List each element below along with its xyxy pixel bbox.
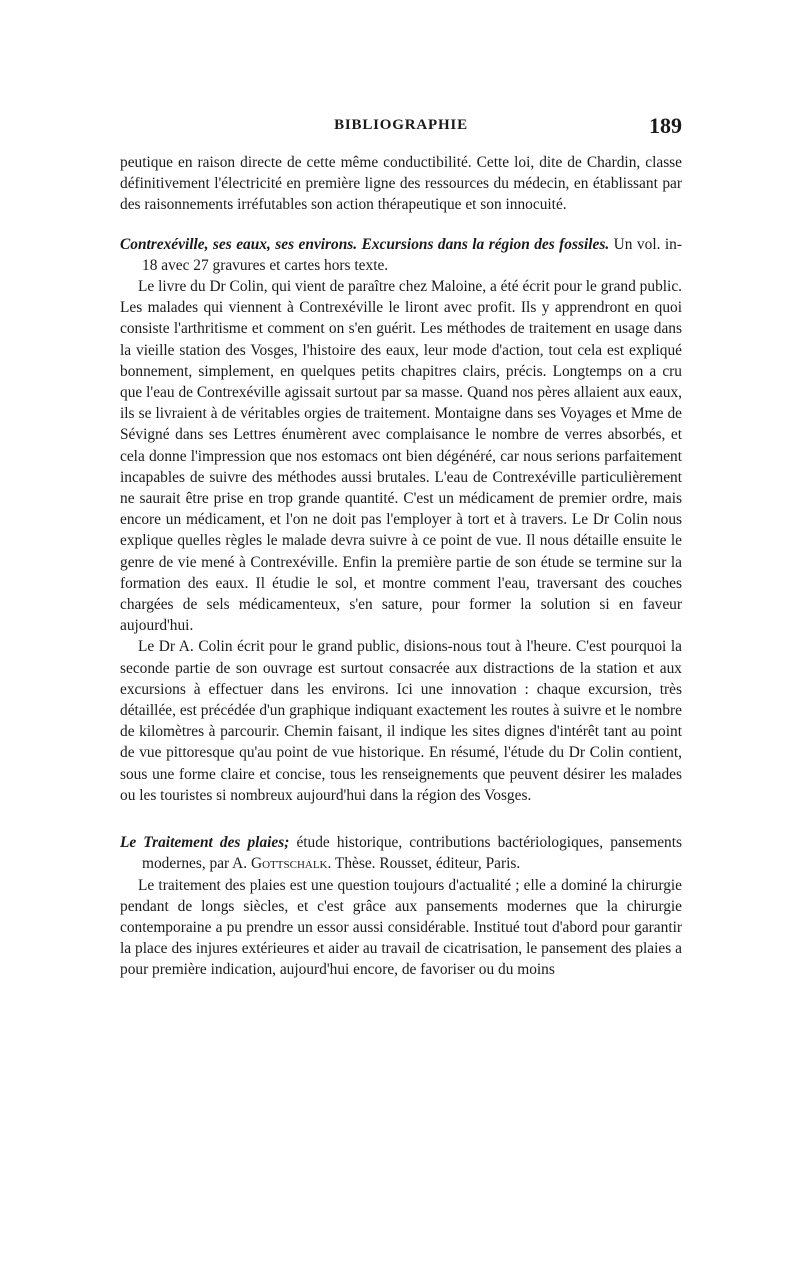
review-entry-contrexeville: [120, 234, 682, 276]
review-paragraph-2: Le Dr A. Colin écrit pour le grand public, disions-nous tout à l'heure. C'est pourquoi la seconde partie de son ouvrage est surtout consacrée aux distractions de la station et aux excursions à effectuer dans les environs. Ici une innovation : chaque excursion, très détaillée, est précédée d'un graphique indiquant exactement les routes à suivre et le nombre de kilomètres à parcourir. Chemin faisant, il indique les sites dignes d'intérêt tant au point de vue pittoresque qu'au point de vue historique. En résumé, l'étude du Dr Colin contient, sous une forme claire et concise, tous les renseignements que peuvent désirer les malades ou les touristes si nombreux aujourd'hui dans la région des Vosges.: [120, 638, 682, 804]
paragraph-continuation: peutique en raison directe de cette même conductibilité. Cette loi, dite de Chardin, classe définitivement l'électricité en première ligne des ressources du médecin, en établissant par des raisonnements irréfutables son action thérapeutique et son innocuité.: [120, 154, 682, 214]
review-meta-plaies-a: étude historique, contributions bactériologiques, pansements modernes, par A.: [142, 834, 683, 873]
review-paragraph-3: Le traitement des plaies est une question toujours d'actualité ; elle a dominé la chirurgie pendant de longs siècles, et c'est grâce aux pansements modernes que la chirurgie contemporaine a pu prendre un essor aussi considérable. Institué tout d'abord pour garantir la place des injures extérieures et aider au travail de cicatrisation, le pansement des plaies a pour première indication, aujourd'hui encore, de favoriser ou du moins: [120, 876, 682, 979]
running-head: [120, 113, 682, 141]
page-number: 189: [649, 113, 682, 138]
running-head-title: BIBLIOGRAPHIE: [334, 117, 468, 133]
page-body: [120, 152, 682, 981]
review-paragraph-1: Le livre du Dr Colin, qui vient de paraître chez Maloine, a été écrit pour le grand public. Les malades qui viennent à Contrexéville le liront avec profit. Ils y apprendront en quoi consiste l'arthritisme et comment on s'en guérit. Les méthodes de traitement en usage dans la vieille station des Vosges, l'histoire des eaux, leur mode d'action, tout cela est expliqué bonnement, simplement, en quelques petits chapitres clairs, précis. Longtemps on a cru que l'eau de Contrexéville agissait surtout par sa masse. Quand nos pères allaient aux eaux, ils se livraient à de véritables orgies de traitement. Montaigne dans ses Voyages et Mme de Sévigné dans ses Lettres énumèrent avec complaisance le nombre de verres absorbés, et cela donne l'impression que nos estomacs ont bien dégénéré, car nous serions parfaitement incapables de suivre des méthodes aussi brutales. L'eau de Contrexéville particulièrement ne saurait être prise en trop grande quantité. C'est un médicament de premier ordre, mais encore un médicament, et l'on ne doit pas l'employer à tort et à travers. Le Dr Colin nous explique quelles règles le malade devra suivre à ce point de vue. Il nous détaille ensuite le genre de vie mené à Contrexéville. Enfin la première partie de son étude se termine sur la formation des eaux. Il étudie le sol, et montre comment l'eau, traversant des couches chargées de sels médicamenteux, s'en sature, pour former la solution si en faveur aujourd'hui.: [120, 278, 682, 635]
review-entry-plaies: [120, 832, 682, 874]
review-meta-plaies-b: . Thèse. Rousset, éditeur, Paris.: [327, 855, 521, 873]
review-title-plaies: Le Traitement des plaies;: [120, 834, 290, 852]
review-meta-contrexeville: Un vol. in-18 avec 27 gravures et cartes hors texte.: [142, 235, 682, 274]
review-author-plaies: Gottschalk: [251, 855, 328, 873]
review-title-contrexeville: Contrexéville, ses eaux, ses environs. Excursions dans la région des fossiles.: [120, 235, 610, 253]
